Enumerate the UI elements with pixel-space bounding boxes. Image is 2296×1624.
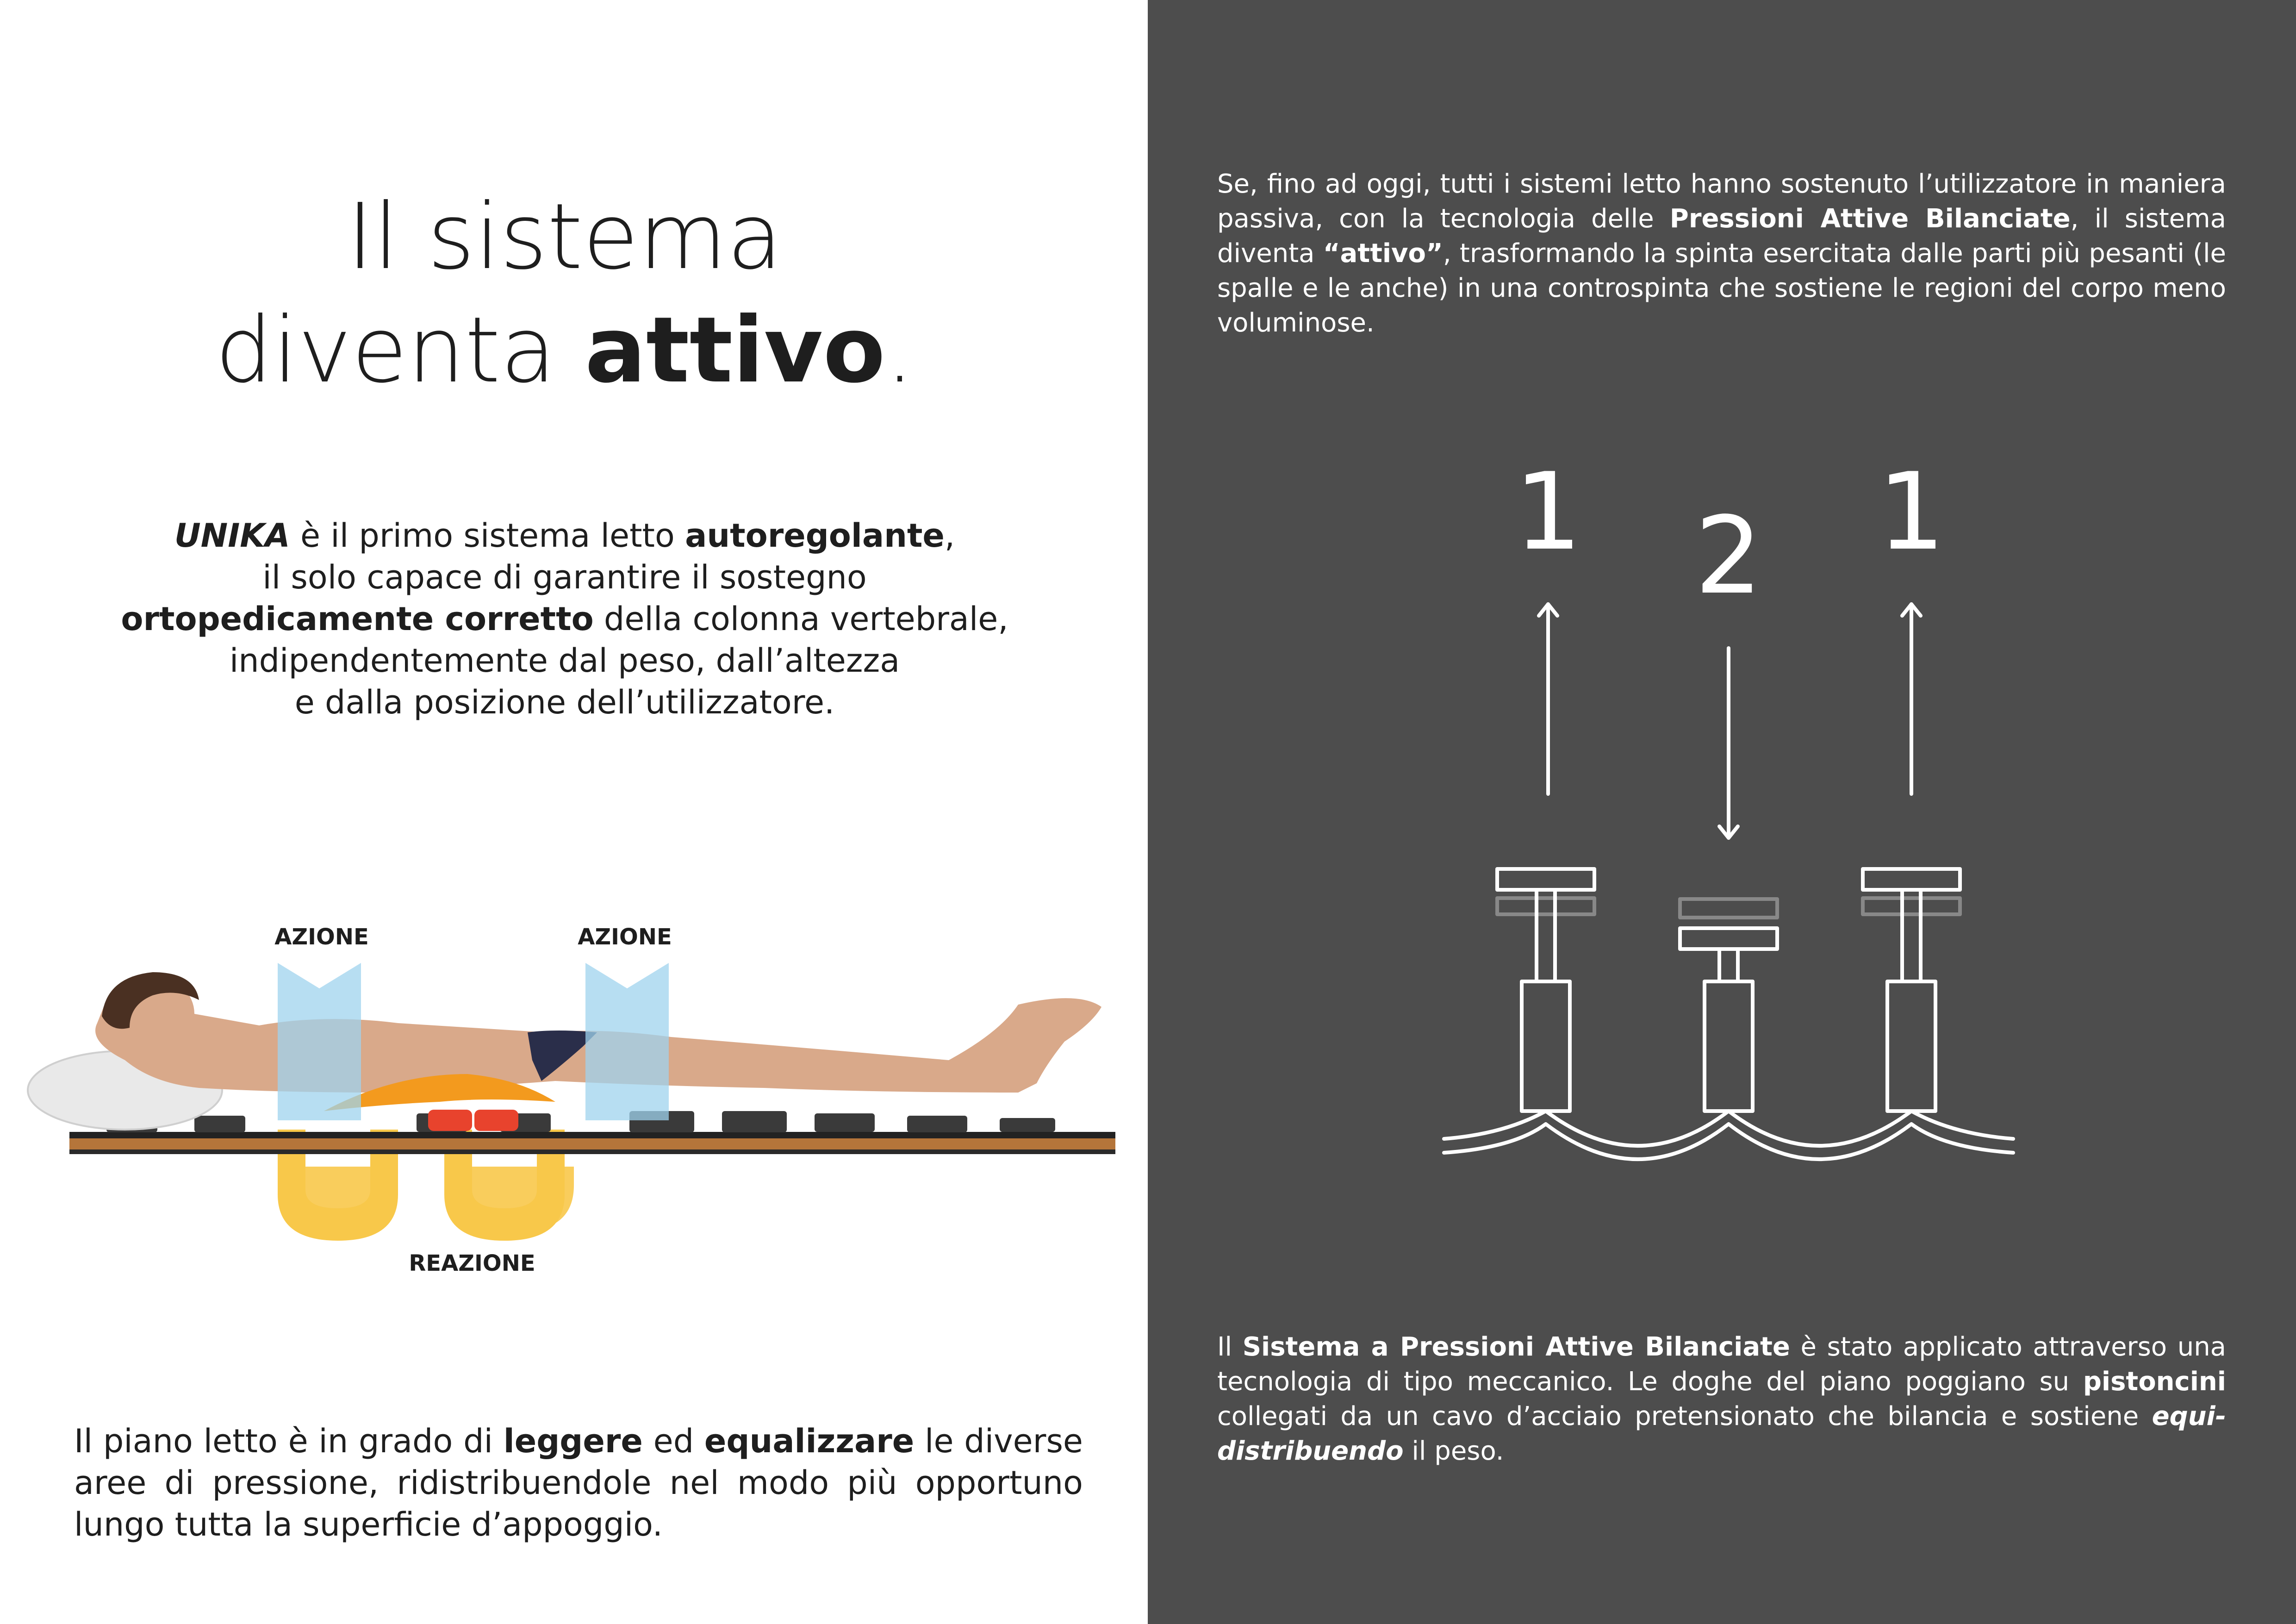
intro-text-1: è il primo sistema letto: [290, 517, 685, 555]
bottom-left-text-2: ed: [642, 1422, 704, 1460]
intro-text-5: indipendentemente dal peso, dall’altezza: [229, 642, 900, 680]
right-bottom-text-3: collegati da un cavo d’acciaio pretensionato che bilancia e sostiene: [1217, 1401, 2152, 1431]
right-top-text-3: , trasformando la spinta esercitata dalle parti più pesanti (le spalle e le anche) in una controspinta che sostiene le regioni del corpo meno voluminose.: [1217, 238, 2226, 338]
bed-frame-dark: [69, 1132, 1115, 1138]
label-number-right: 1: [1877, 450, 1946, 574]
bottom-left-text-1: Il piano letto è in grado di: [74, 1422, 504, 1460]
intro-text-3: il solo capace di garantire il sostegno: [262, 558, 867, 596]
right-bottom-bold-2: pistoncini: [2083, 1367, 2226, 1397]
piston-diagram: [1425, 444, 2064, 1171]
bed-frame-wood: [69, 1137, 1115, 1149]
piston-center: [1680, 899, 1777, 1111]
piston-diagram-svg: [1425, 444, 2064, 1171]
right-top-bold-1: Pressioni Attive Bilanciate: [1669, 204, 2071, 234]
piston-left: [1497, 869, 1594, 1111]
right-bottom-text-1: Il: [1217, 1332, 1243, 1362]
page-title: [111, 181, 1018, 407]
title-line-1: Il sistema: [347, 184, 783, 290]
right-bottom-paragraph: [1217, 1330, 2226, 1468]
arrow-up-left: [1539, 604, 1557, 794]
steel-cable: [1444, 1111, 2013, 1159]
piston-right: [1863, 869, 1960, 1111]
intro-text-2: ,: [944, 517, 955, 555]
azione-arrow-left: [278, 963, 361, 1120]
bed-illustration-svg: [0, 907, 1148, 1278]
azione-label-left: AZIONE: [274, 924, 369, 950]
intro-bold-2: ortopedicamente corretto: [121, 600, 594, 638]
title-line-2-post: .: [885, 298, 915, 403]
intro-text-4: della colonna vertebrale,: [593, 600, 1008, 638]
title-line-2-bold: attivo: [585, 298, 885, 403]
azione-arrow-right: [585, 963, 669, 1120]
bottom-left-paragraph: [74, 1420, 1083, 1545]
reazione-label: REAZIONE: [409, 1250, 535, 1276]
bed-illustration: [0, 907, 1148, 1278]
arrow-up-right: [1902, 604, 1921, 794]
slat-mechanisms: [106, 1111, 1055, 1132]
right-bottom-text-4: il peso.: [1403, 1436, 1504, 1466]
bed-frame-black: [69, 1149, 1115, 1154]
azione-label-right: AZIONE: [578, 924, 672, 950]
bottom-left-bold-1: leggere: [503, 1422, 643, 1460]
title-line-2-pre: diventa: [215, 298, 585, 403]
right-top-bold-2: “attivo”: [1323, 238, 1443, 269]
intro-text-6: e dalla posizione dell’utilizzatore.: [294, 683, 835, 721]
intro-bold-1: autoregolante: [685, 517, 945, 555]
right-top-paragraph: [1217, 167, 2226, 340]
right-top-text-1: Se, fino ad oggi, tutti i sistemi letto hanno sostenuto l’utilizzatore in maniera passiva, con la tecnologia delle: [1217, 169, 2226, 234]
right-top-text-2: , il sistema diventa: [1217, 204, 2226, 269]
intro-paragraph: [111, 515, 1018, 723]
label-number-center: 2: [1694, 494, 1763, 618]
bottom-left-bold-2: equalizzare: [704, 1422, 915, 1460]
bottom-left-text-3: le diverse aree di pressione, ridistribuendole nel modo più opportuno lungo tutta la superficie d’appoggio.: [74, 1422, 1083, 1543]
pressure-mark-red-left: [428, 1110, 472, 1131]
right-bottom-text-2: è stato applicato attraverso una tecnologia di tipo meccanico. Le doghe del piano poggiano su: [1217, 1332, 2226, 1397]
pressure-mark-red-right: [474, 1110, 518, 1131]
label-number-left: 1: [1514, 450, 1582, 574]
brand-name: UNIKA: [174, 517, 290, 555]
arrow-down-center: [1719, 648, 1738, 838]
right-bottom-bold-italic: equi-distribuendo: [1217, 1401, 2226, 1466]
right-bottom-bold-1: Sistema a Pressioni Attive Bilanciate: [1242, 1332, 1790, 1362]
